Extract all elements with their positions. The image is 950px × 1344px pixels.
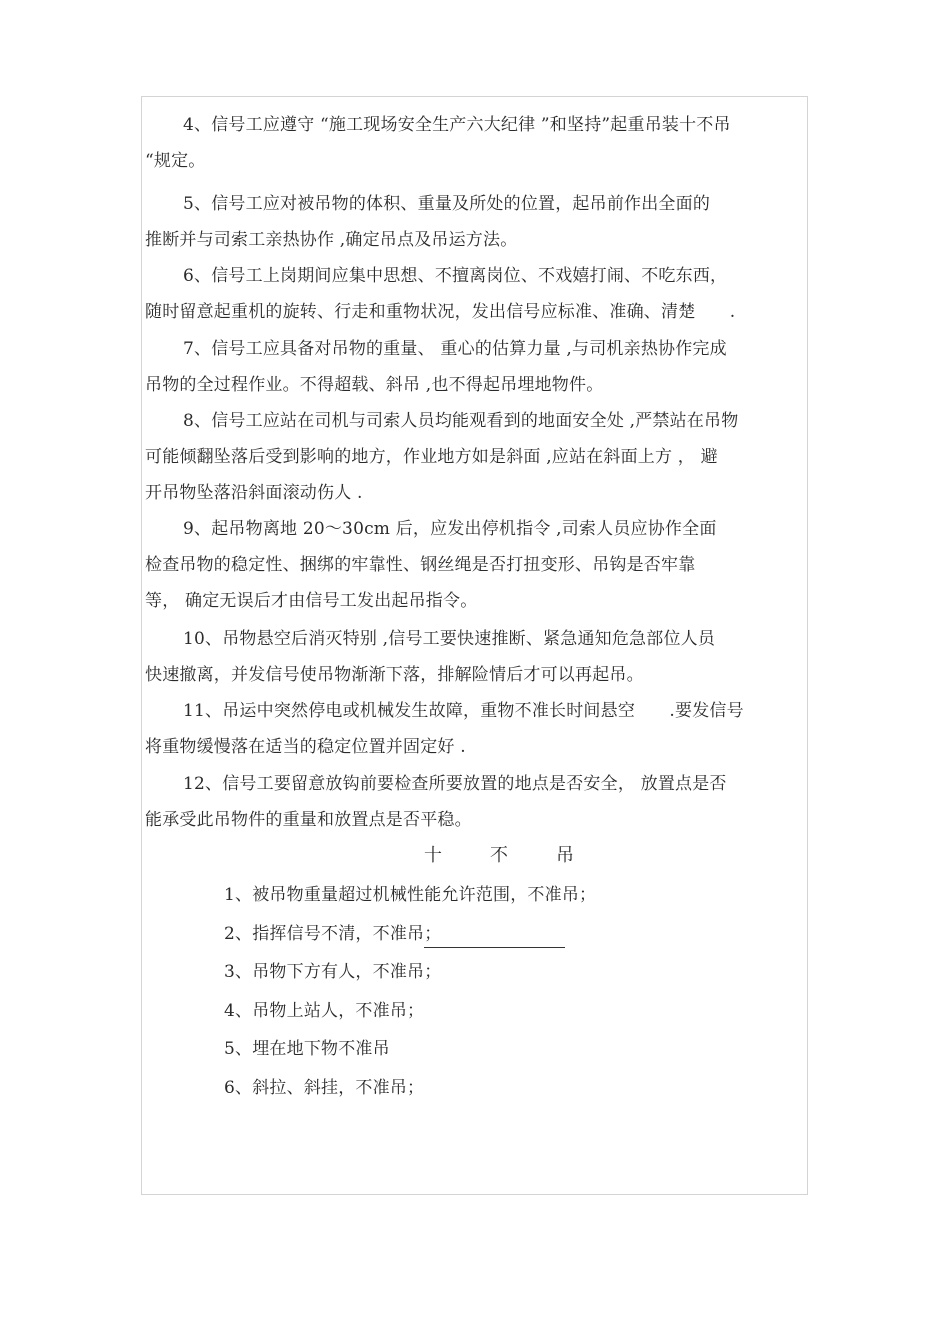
paragraph-8 [145,403,810,511]
paragraph-line: 可能倾翻坠落后受到影响的地方，作业地方如是斜面 ,应站在斜面上方 ， 避 [145,447,718,467]
paragraph-line: 能承受此吊物件的重量和放置点是否平稳。 [145,810,472,830]
paragraph-line: 8、信号工应站在司机与司索人员均能观看到的地面安全处 ,严禁站在吊物 [183,411,739,431]
heading-char: 十 [424,845,442,866]
heading-char: 不 [490,845,508,866]
paragraph-6 [145,258,810,330]
paragraph-line: 推断并与司索工亲热协作 ,确定吊点及吊运方法。 [145,230,518,250]
heading-char: 吊 [556,845,574,866]
rules-list [224,876,596,1107]
paragraph-line: 11、吊运中突然停电或机械发生故障，重物不准长时间悬空 .要发信号 [183,701,744,721]
list-item: 2、指挥信号不清，不准吊； [224,923,442,944]
paragraph-10 [145,621,810,693]
list-item: 3、吊物下方有人，不准吊； [224,962,442,982]
paragraph-line: 等， 确定无误后才由信号工发出起吊指令。 [145,591,478,611]
list-item: 1、被吊物重量超过机械性能允许范围，不准吊； [224,885,597,905]
list-item: 5、埋在地下物不准吊 [224,1039,390,1059]
paragraph-5 [145,186,810,258]
paragraph-line: 将重物缓慢落在适当的稳定位置并固定好 . [145,737,466,757]
list-item: 6、斜拉、斜挂，不准吊； [224,1077,425,1098]
paragraph-12 [145,766,810,838]
paragraph-line: 9、起吊物离地 20～30cm 后，应发出停机指令 ,司索人员应协作全面 [183,519,717,539]
paragraph-line: 吊物的全过程作业。不得超载、斜吊 ,也不得起吊埋地物件。 [145,375,604,395]
paragraph-line: 7、信号工应具备对吊物的重量、 重心的估算力量 ,与司机亲热协作完成 [183,339,727,359]
paragraph-line: 4、信号工应遵守 “施工现场安全生产六大纪律 ”和坚持”起重吊装十不吊 [183,115,731,135]
paragraph-7 [145,331,810,403]
paragraph-line: 6、信号工上岗期间应集中思想、不擅离岗位、不戏嬉打闹、不吃东西， [183,266,728,286]
list-item: 4、吊物上站人，不准吊； [224,1000,425,1021]
paragraph-line: 快速撤离，并发信号使吊物渐渐下落，排解险情后才可以再起吊。 [145,665,644,685]
underline-rule [424,947,565,948]
paragraph-line: 10、吊物悬空后消灭特别 ,信号工要快速推断、紧急通知危急部位人员 [183,629,716,649]
paragraph-11 [145,693,810,765]
paragraph-line: 5、信号工应对被吊物的体积、重量及所处的位置，起吊前作出全面的 [183,194,711,214]
paragraph-line: 检查吊物的稳定性、捆绑的牢靠性、钢丝绳是否打扭变形、吊钩是否牢靠 [145,555,696,575]
paragraph-line: 12、信号工要留意放钩前要检查所要放置的地点是否安全， 放置点是否 [183,774,727,794]
section-heading [424,840,574,872]
paragraph-line: 开吊物坠落沿斜面滚动伤人 . [145,483,363,503]
paragraph-4 [145,107,810,179]
paragraph-9 [145,511,810,619]
paragraph-line: “规定。 [145,151,206,171]
paragraph-line: 随时留意起重机的旋转、行走和重物状况，发出信号应标准、准确、清楚 . [145,302,736,322]
